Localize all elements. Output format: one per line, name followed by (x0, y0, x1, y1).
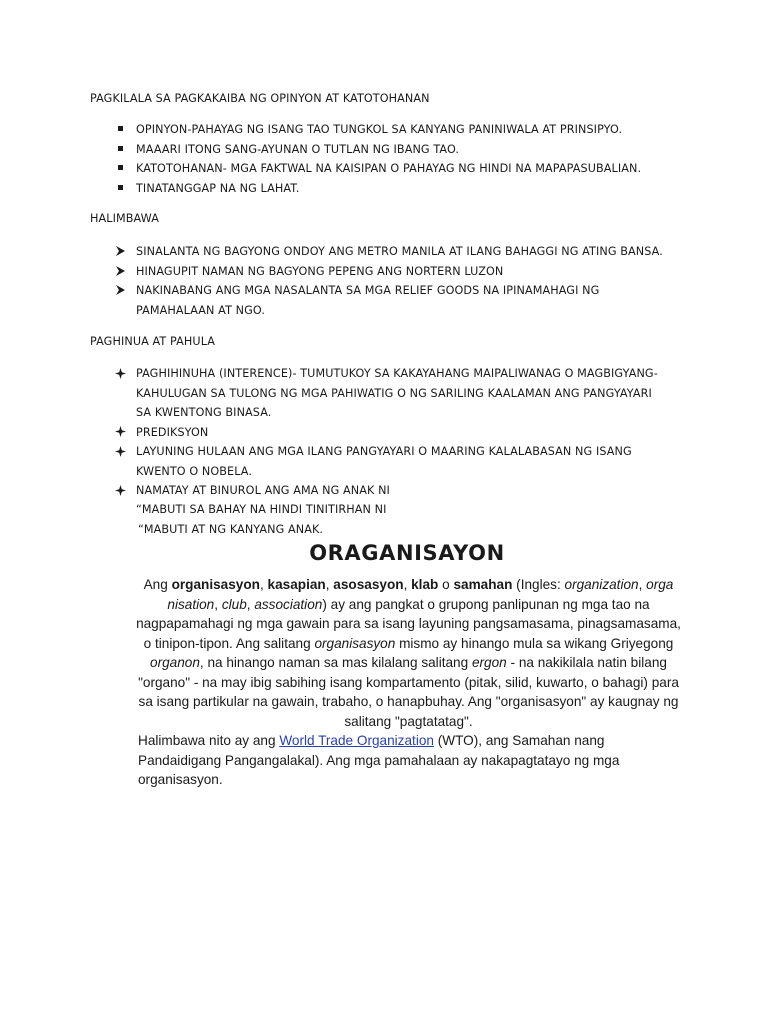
square-bullet-icon (112, 140, 128, 160)
square-bullet-icon (112, 159, 128, 179)
article-body (136, 575, 681, 790)
list-item: PREDIKSYON (0, 423, 680, 443)
diamond-list-paghinua (0, 364, 680, 501)
arrow-bullet-icon (112, 262, 128, 282)
bullet-list-opinyon (0, 120, 680, 198)
list-item: NAMATAY AT BINUROL ANG AMA NG ANAK NI (0, 481, 680, 501)
diamond-bullet-icon (112, 442, 128, 462)
square-bullet-icon (112, 120, 128, 140)
section-heading-paghinua: PAGHINUA AT PAHULA (90, 335, 216, 348)
arrow-bullet-icon (112, 242, 128, 262)
square-bullet-icon (112, 179, 128, 199)
quote-line: “MABUTI SA BAHAY NA HINDI TINITIRHAN NI (136, 503, 387, 516)
section-heading-opinyon: PAGKILALA SA PAGKAKAIBA NG OPINYON AT KATOTOHANAN (90, 92, 430, 105)
list-item: LAYUNING HULAAN ANG MGA ILANG PANGYAYARI O MAARING KALALABASAN NG ISANG KWENTO O NOBELA. (0, 442, 680, 481)
list-item: OPINYON-PAHAYAG NG ISANG TAO TUNGKOL SA KANYANG PANINIWALA AT PRINSIPYO. (0, 120, 680, 140)
arrow-bullet-icon (112, 281, 128, 301)
article-title: ORAGANISAYON (309, 541, 505, 565)
diamond-bullet-icon (112, 481, 128, 501)
diamond-bullet-icon (112, 364, 128, 384)
wto-link[interactable]: World Trade Organization (279, 733, 434, 748)
list-item: TINATANGGAP NA NG LAHAT. (0, 179, 680, 199)
list-item: SINALANTA NG BAGYONG ONDOY ANG METRO MANILA AT ILANG BAHAGGI NG ATING BANSA. (0, 242, 680, 262)
list-item: PAGHIHINUHA (INTERENCE)- TUMUTUKOY SA KAKAYAHANG MAIPALIWANAG O MAGBIGYANG- KAHULUGAN SA TULONG NG MGA PAHIWATIG O NG SARILING KAALAMAN ANG PANGYAYARI SA KWENTONG BINASA. (0, 364, 680, 423)
list-item: MAAARI ITONG SANG-AYUNAN O TUTLAN NG IBANG TAO. (0, 140, 680, 160)
article-paragraph: Halimbawa nito ay ang World Trade Organization (WTO), ang Samahan nang Pandaidigang Pangangalakal). Ang mga pamahalaan ay nakapagtatayo ng mga organisasyon. (138, 733, 620, 787)
list-item: KATOTOHANAN- MGA FAKTWAL NA KAISIPAN O PAHAYAG NG HINDI NA MAPAPASUBALIAN. (0, 159, 680, 179)
article-paragraph: Ang organisasyon, kasapian, asosasyon, klab o samahan (Ingles: organization, orga nisation, club, association) ay ang pangkat o grupong panlipunan ng mga tao na nagpapamahagi ng mga gawain para sa isang layuning pangsamasama, pinagsamasama, o tinipon-tipon. Ang salitang organisasyon mismo ay hinango mula sa wikang Griyegong organon, na hinango naman sa mas kilalang salitang ergon - na nakikilala natin bilang "organo" - na may ibig sabihing isang kompartamento (pitak, silid, kuwarto, o bahagi) para sa isang partikular na gawain, trabaho, o hanapbuhay. Ang "organisasyon" ay kaugnay ng salitang "pagtatatag". (136, 577, 681, 729)
list-item: NAKINABANG ANG MGA NASALANTA SA MGA RELIEF GOODS NA IPINAMAHAGI NG PAMAHALAAN AT NGO. (0, 281, 680, 320)
section-heading-halimbawa: HALIMBAWA (90, 212, 159, 225)
list-item: HINAGUPIT NAMAN NG BAGYONG PEPENG ANG NORTERN LUZON (0, 262, 680, 282)
quote-line: “MABUTI AT NG KANYANG ANAK. (138, 523, 324, 536)
diamond-bullet-icon (112, 423, 128, 443)
arrow-list-halimbawa (0, 242, 680, 320)
